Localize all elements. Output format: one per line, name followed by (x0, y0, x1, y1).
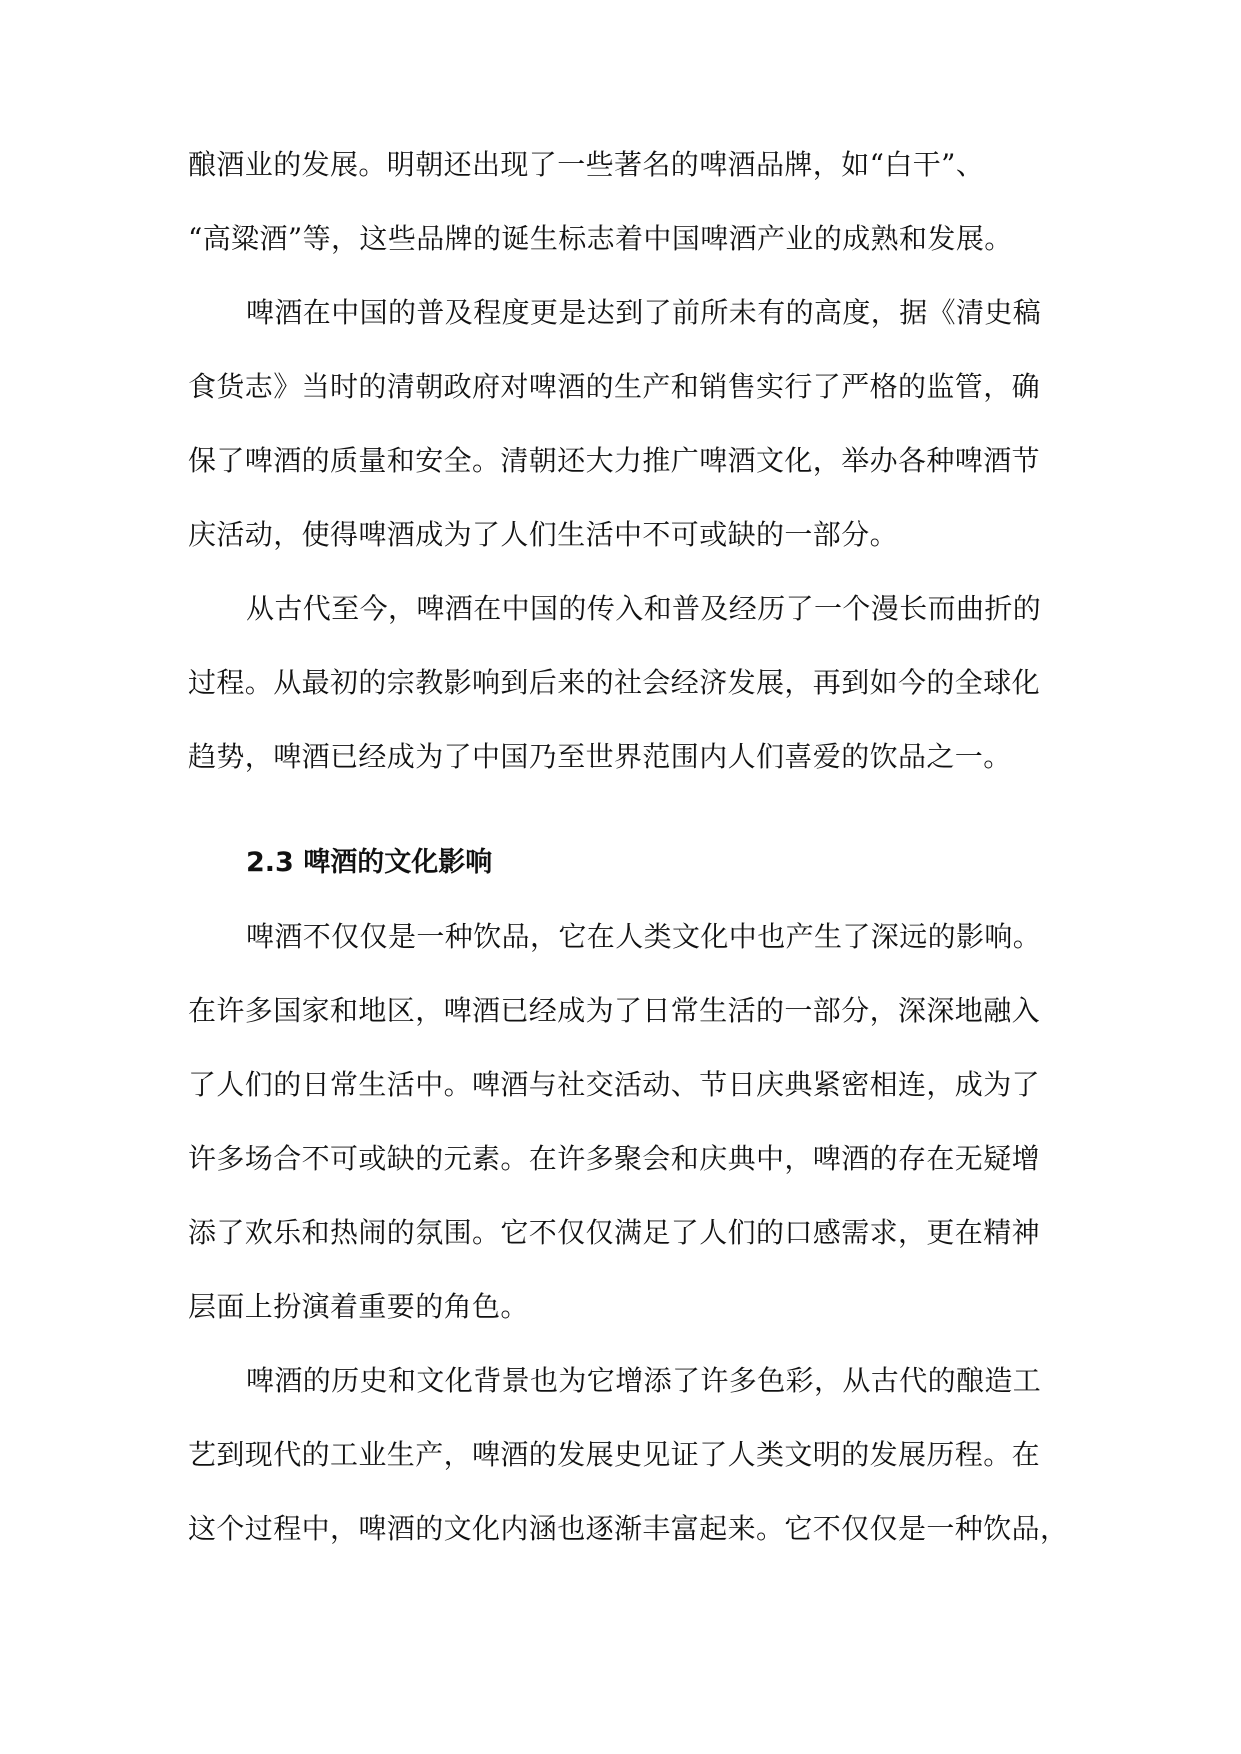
text-line: 酿酒业的发展。明朝还出现了一些著名的啤酒品牌，如“白干”、 (188, 148, 985, 181)
text-line: 啤酒不仅仅是一种饮品，它在人类文化中也产生了深远的影响。 (246, 920, 1042, 953)
text-line: 艺到现代的工业生产，啤酒的发展史见证了人类文明的发展历程。在 (188, 1438, 1041, 1471)
text-line: 过程。从最初的宗教影响到后来的社会经济发展，再到如今的全球化 (188, 666, 1041, 699)
paragraph-ming-brands (188, 148, 1058, 296)
text-line: 庆活动，使得啤酒成为了人们生活中不可或缺的一部分。 (188, 518, 899, 551)
text-line: 层面上扮演着重要的角色。 (188, 1290, 529, 1323)
text-line: 啤酒在中国的普及程度更是达到了前所未有的高度，据《清史稿 (246, 296, 1042, 329)
text-line: 添了欢乐和热闹的氛围。它不仅仅满足了人们的口感需求，更在精神 (188, 1216, 1041, 1249)
text-line: 许多场合不可或缺的元素。在许多聚会和庆典中，啤酒的存在无疑增 (188, 1142, 1041, 1175)
text-line: 啤酒的历史和文化背景也为它增添了许多色彩，从古代的酿造工 (246, 1364, 1042, 1397)
text-line: 在许多国家和地区，啤酒已经成为了日常生活的一部分，深深地融入 (188, 994, 1041, 1027)
section-heading: 2.3 啤酒的文化影响 (246, 847, 493, 878)
text-line: 食货志》当时的清朝政府对啤酒的生产和销售实行了严格的监管，确 (188, 370, 1041, 403)
paragraph-cultural-impact (188, 920, 1058, 1364)
text-line: 这个过程中，啤酒的文化内涵也逐渐丰富起来。它不仅仅是一种饮品， (188, 1512, 1069, 1545)
text-line: 从古代至今，啤酒在中国的传入和普及经历了一个漫长而曲折的 (246, 592, 1042, 625)
paragraph-history-summary (188, 592, 1058, 814)
document-body (188, 148, 1069, 1586)
text-line: “高粱酒”等，这些品牌的诞生标志着中国啤酒产业的成熟和发展。 (188, 222, 1013, 255)
text-line: 趋势，啤酒已经成为了中国乃至世界范围内人们喜爱的饮品之一。 (188, 740, 1012, 773)
paragraph-cultural-background (188, 1364, 1069, 1586)
paragraph-qing-popularity (188, 296, 1058, 592)
text-line: 了人们的日常生活中。啤酒与社交活动、节日庆典紧密相连，成为了 (188, 1068, 1041, 1101)
section-spacer (188, 814, 1058, 846)
text-line: 保了啤酒的质量和安全。清朝还大力推广啤酒文化，举办各种啤酒节 (188, 444, 1041, 477)
